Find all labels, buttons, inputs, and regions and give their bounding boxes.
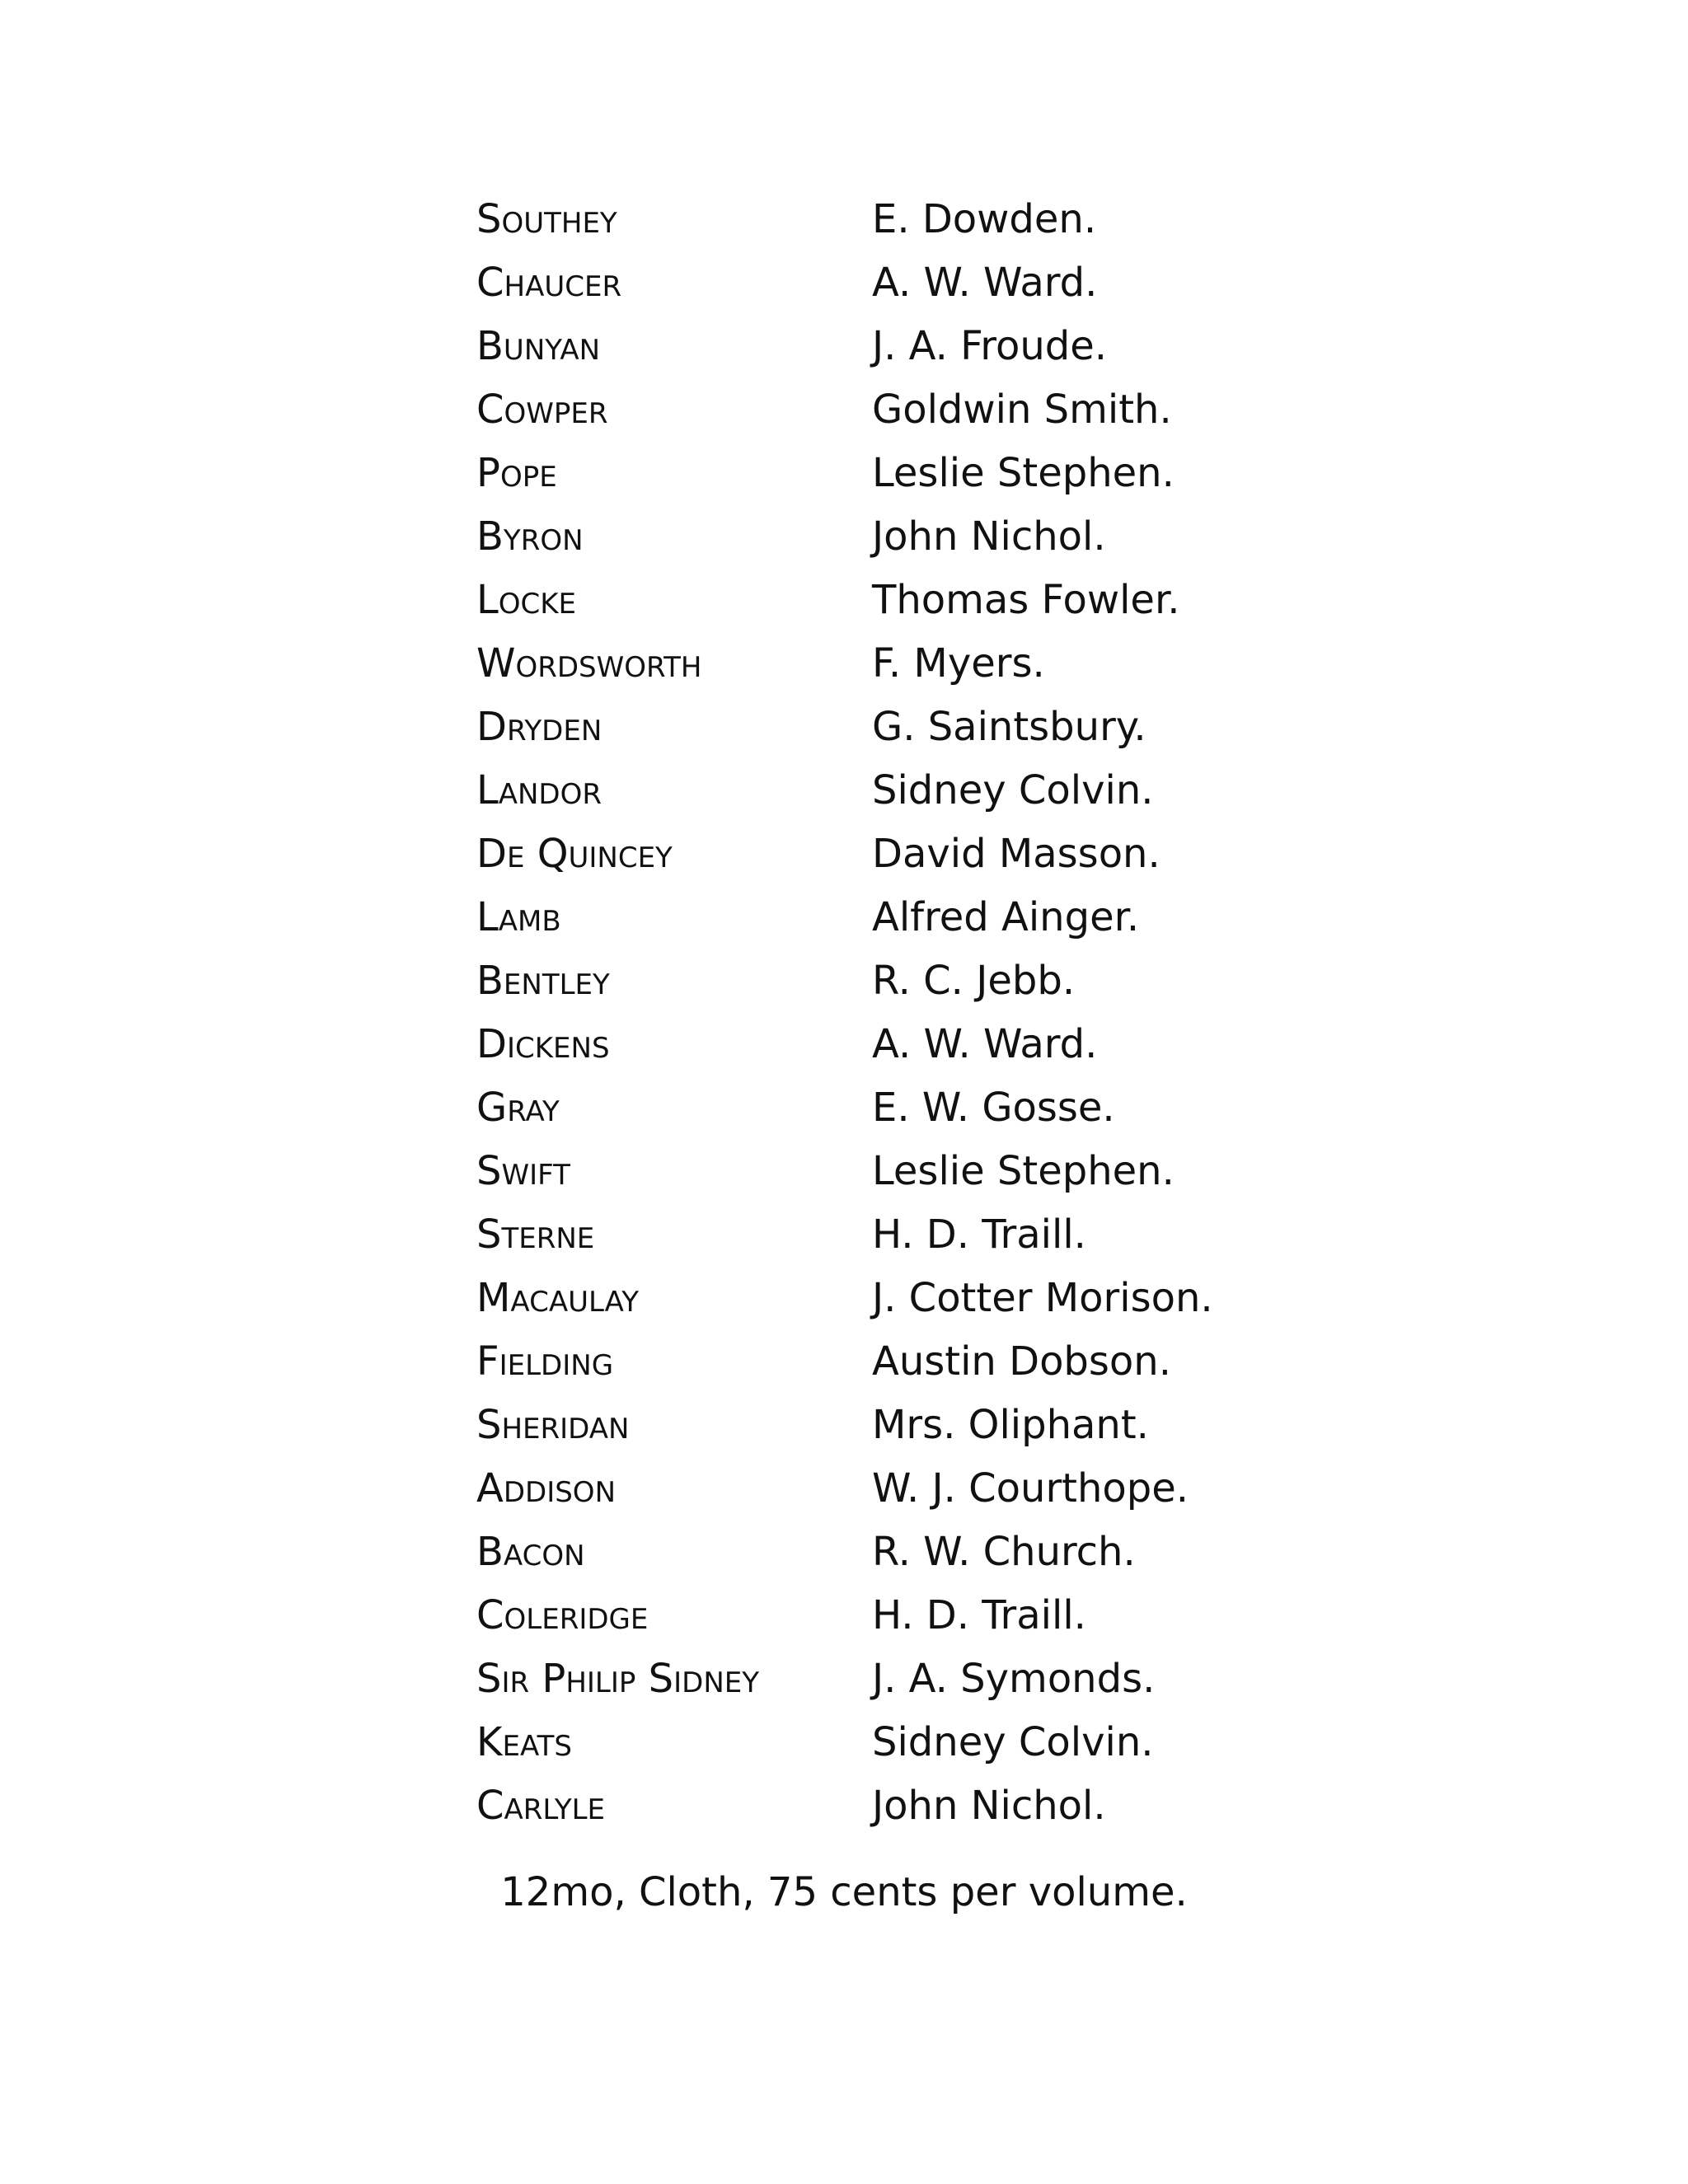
subject-name: Locke (476, 577, 577, 623)
author-name: J. Cotter Morison. (872, 1275, 1213, 1321)
author-name: John Nichol. (872, 513, 1106, 560)
author-name: Leslie Stephen. (872, 450, 1175, 496)
author-name: E. W. Gosse. (872, 1085, 1115, 1131)
list-item (476, 894, 1301, 958)
subject-name: Chaucer (476, 260, 622, 306)
author-name: F. Myers. (872, 640, 1045, 687)
author-name: A. W. Ward. (872, 260, 1098, 306)
list-item (476, 1212, 1301, 1275)
author-name: Leslie Stephen. (872, 1148, 1175, 1194)
author-name: E. Dowden. (872, 196, 1097, 242)
list-item (476, 450, 1301, 513)
author-name: J. A. Froude. (872, 323, 1108, 369)
subject-name: Fielding (476, 1338, 614, 1385)
author-name: Alfred Ainger. (872, 894, 1140, 940)
list-item (476, 196, 1301, 260)
list-item (476, 767, 1301, 831)
list-item (476, 1656, 1301, 1719)
list-item (476, 260, 1301, 323)
author-name: Thomas Fowler. (872, 577, 1180, 623)
list-item (476, 513, 1301, 577)
subject-name: Gray (476, 1085, 560, 1131)
subject-name: Sterne (476, 1212, 595, 1258)
subject-name: Landor (476, 767, 603, 813)
author-name: W. J. Courthope. (872, 1465, 1189, 1511)
price-note: 12mo, Cloth, 75 cents per volume. (500, 1869, 1188, 1915)
entries-list (476, 196, 1301, 1846)
author-name: H. D. Traill. (872, 1592, 1086, 1638)
list-item (476, 1783, 1301, 1846)
subject-name: Coleridge (476, 1592, 649, 1638)
author-name: H. D. Traill. (872, 1212, 1086, 1258)
subject-name: Byron (476, 513, 584, 560)
subject-name: Cowper (476, 387, 608, 433)
subject-name: Dickens (476, 1021, 610, 1067)
list-item (476, 1719, 1301, 1783)
author-name: Sidney Colvin. (872, 1719, 1154, 1765)
list-item (476, 1021, 1301, 1085)
subject-name: Wordsworth (476, 640, 702, 687)
author-name: A. W. Ward. (872, 1021, 1098, 1067)
list-item (476, 1338, 1301, 1402)
author-name: Austin Dobson. (872, 1338, 1171, 1385)
list-item (476, 1529, 1301, 1592)
subject-name: De Quincey (476, 831, 673, 877)
subject-name: Bacon (476, 1529, 585, 1575)
list-item (476, 1402, 1301, 1465)
list-item (476, 1085, 1301, 1148)
list-item (476, 1275, 1301, 1338)
author-name: R. C. Jebb. (872, 958, 1076, 1004)
subject-name: Bentley (476, 958, 610, 1004)
list-item (476, 958, 1301, 1021)
subject-name: Swift (476, 1148, 570, 1194)
author-name: Goldwin Smith. (872, 387, 1172, 433)
author-name: G. Saintsbury. (872, 704, 1146, 750)
list-item (476, 1592, 1301, 1656)
author-name: Mrs. Oliphant. (872, 1402, 1149, 1448)
subject-name: Sheridan (476, 1402, 630, 1448)
author-name: Sidney Colvin. (872, 767, 1154, 813)
list-item (476, 387, 1301, 450)
subject-name: Carlyle (476, 1783, 606, 1829)
subject-name: Keats (476, 1719, 572, 1765)
subject-name: Sir Philip Sidney (476, 1656, 760, 1702)
list-item (476, 640, 1301, 704)
author-name: David Masson. (872, 831, 1160, 877)
list-item (476, 704, 1301, 767)
list-item (476, 577, 1301, 640)
subject-name: Addison (476, 1465, 617, 1511)
author-name: J. A. Symonds. (872, 1656, 1156, 1702)
list-item (476, 831, 1301, 894)
subject-name: Lamb (476, 894, 561, 940)
subject-name: Southey (476, 196, 617, 242)
subject-name: Pope (476, 450, 557, 496)
subject-name: Macaulay (476, 1275, 640, 1321)
list-item (476, 1148, 1301, 1212)
subject-name: Bunyan (476, 323, 601, 369)
author-name: R. W. Church. (872, 1529, 1136, 1575)
author-name: John Nichol. (872, 1783, 1106, 1829)
list-item (476, 1465, 1301, 1529)
subject-name: Dryden (476, 704, 603, 750)
list-item (476, 323, 1301, 387)
